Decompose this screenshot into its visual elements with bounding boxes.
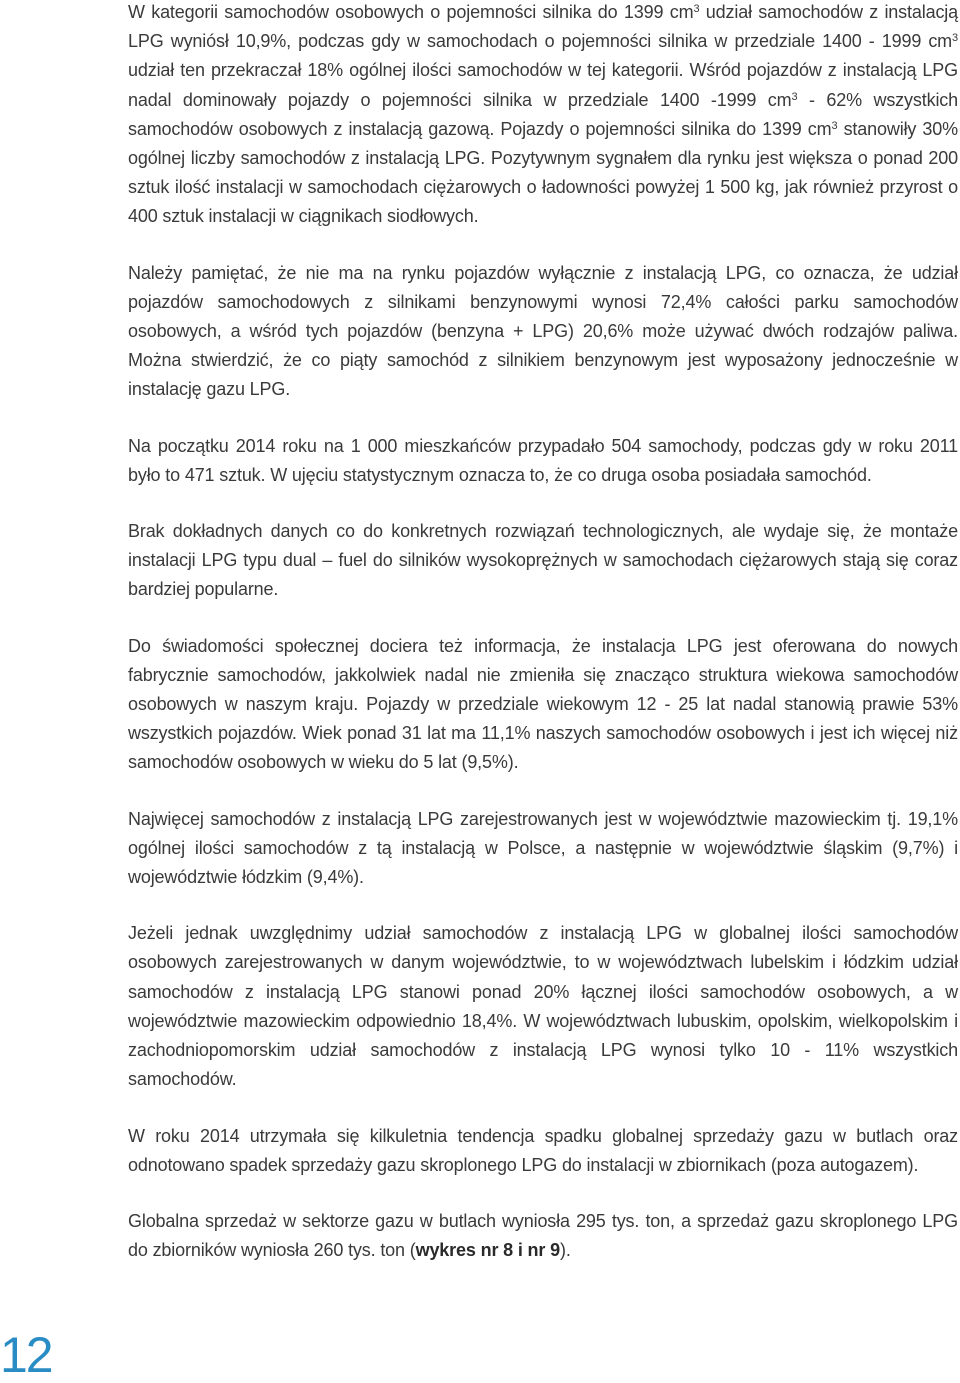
text-run: W roku 2014 utrzymała się kilkuletnia tendencja spadku globalnej sprzedaży gazu w butlach oraz odnotowano spadek sprzedaży gazu skroplonego LPG do instalacji w zbiornikach (poza autogazem). <box>128 1125 958 1175</box>
text-run: Najwięcej samochodów z instalacją LPG zarejestrowanych jest w województwie mazowieckim tj. 19,1% ogólnej ilości samochodów z tą instalacją w Polsce, a następnie w województwie śląskim (9,7%) i województwie łódzkim (9,4%). <box>128 808 958 888</box>
text-run: ). <box>559 1240 571 1261</box>
paragraph <box>128 432 958 490</box>
paragraph <box>128 919 958 1094</box>
text-run: stanowiły 30% ogólnej liczby samochodów z instalacją LPG. Pozytywnym sygnałem dla rynku jest większa o ponad 200 sztuk ilość instalacji w samochodach ciężarowych o ładowności powyżej 1 500 kg, jak również przyrost o 400 sztuk instalacji w ciągnikach siodłowych. <box>128 118 958 227</box>
text-run: Na początku 2014 roku na 1 000 mieszkańców przypadało 504 samochody, podczas gdy w roku 2011 było to 471 sztuk. W ujęciu statystycznym oznacza to, że co druga osoba posiadała samochód. <box>128 435 958 485</box>
paragraph <box>128 1207 958 1265</box>
text-run: W kategorii samochodów osobowych o pojemności silnika do 1399 cm <box>128 2 694 22</box>
text-run: Brak dokładnych danych co do konkretnych rozwiązań technologicznych, ale wydaje się, że montaże instalacji LPG typu dual – fuel do silników wysokoprężnych w samochodach ciężarowych stają się coraz bardziej popularne. <box>128 521 958 600</box>
text-run: udział ten przekraczał 18% ogólnej ilości samochodów w tej kategorii. Wśród pojazdów z instalacją LPG nadal dominowały pojazdy o pojemności silnika w przedziale 1400 -1999 cm <box>128 60 958 110</box>
superscript: 3 <box>952 32 958 45</box>
text-run: Należy pamiętać, że nie ma na rynku pojazdów wyłącznie z instalacją LPG, co oznacza, że udział pojazdów samochodowych z silnikami benzynowymi wynosi 72,4% całości parku samochodów osobowych, a wśród tych pojazdów (benzyna + LPG) 20,6% może używać dwóch rodzajów paliwa. Można stwierdzić, że co piąty samochód z silnikiem benzynowym jest wyposażony jednocześnie w instalację gazu LPG. <box>128 262 958 400</box>
superscript: 3 <box>791 90 798 103</box>
superscript: 3 <box>831 119 838 132</box>
paragraph <box>128 0 958 232</box>
text-run: Do świadomości społecznej dociera też informacja, że instalacja LPG jest oferowana do nowych fabrycznie samochodów, jakkolwiek nadal nie zmieniła się znacząco struktura wiekowa samochodów osobowych w naszym kraju. Pojazdy w przedziale wiekowym 12 - 25 lat nadal stanowią prawie 53% wszystkich pojazdów. Wiek ponad 31 lat ma 11,1% naszych samochodów osobowych i jest ich więcej niż samochodów osobowych w wieku do 5 lat (9,5%). <box>128 635 958 773</box>
page-number: 12 <box>0 1327 52 1383</box>
paragraph <box>128 259 958 405</box>
bold-reference: wykres nr 8 i nr 9 <box>415 1240 560 1261</box>
paragraph <box>128 517 958 605</box>
text-run: - 62% wszystkich samochodów osobowych z instalacją gazową. Pojazdy o pojemności silnika do 1399 cm <box>128 89 958 139</box>
superscript: 3 <box>693 3 700 15</box>
paragraph <box>128 805 958 893</box>
text-run: Jeżeli jednak uwzględnimy udział samochodów z instalacją LPG w globalnej ilości samochodów osobowych zarejestrowanych w danym województwie, to w województwach lubelskim i łódzkim udział samochodów z instalacją LPG stanowi ponad 20% łącznej ilości samochodów osobowych, a w województwie mazowieckim odpowiednio 18,4%. W województwach lubuskim, opolskim, wielkopolskim i zachodniopomorskim udział samochodów z instalacją LPG wynosi tylko 10 - 11% wszystkich samochodów. <box>128 923 958 1090</box>
paragraph <box>128 1122 958 1180</box>
text-run: udział samochodów z instalacją LPG wyniósł 10,9%, podczas gdy w samochodach o pojemności silnika w przedziale 1400 - 1999 cm <box>128 2 958 52</box>
document-body <box>128 0 958 1265</box>
text-run: Globalna sprzedaż w sektorze gazu w butlach wyniosła 295 tys. ton, a sprzedaż gazu skroplonego LPG do zbiorników wyniosła 260 tys. ton ( <box>128 1210 958 1261</box>
paragraph <box>128 632 958 778</box>
